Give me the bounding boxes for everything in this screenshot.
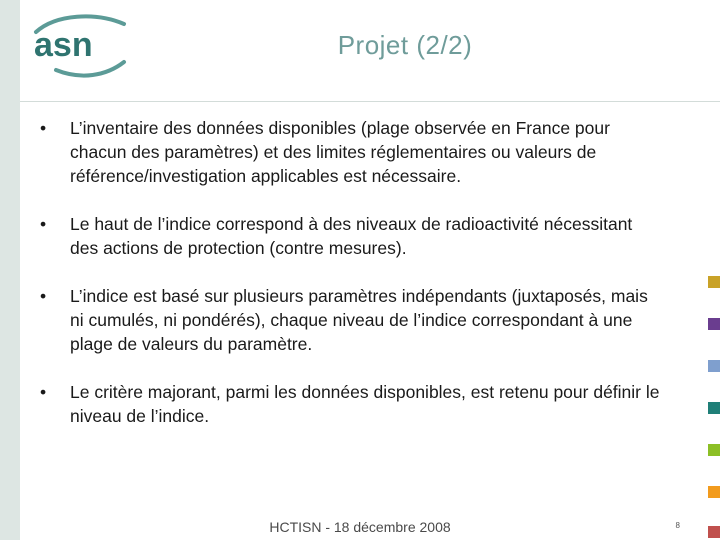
bullet-marker: • bbox=[40, 214, 47, 234]
color-square bbox=[708, 318, 720, 330]
bullet-marker: • bbox=[40, 382, 47, 402]
bullet-item bbox=[40, 212, 660, 260]
color-square bbox=[708, 360, 720, 372]
bullet-item bbox=[40, 284, 660, 356]
bullet-list bbox=[40, 116, 660, 452]
bullet-text: L’indice est basé sur plusieurs paramètres indépendants (juxtaposés, mais ni cumulés, ni pondérés), chaque niveau de l’indice correspondant à une plage de valeurs du paramètre. bbox=[70, 286, 648, 354]
color-square bbox=[708, 402, 720, 414]
bullet-marker: • bbox=[40, 118, 47, 138]
bullet-text: L’inventaire des données disponibles (plage observée en France pour chacun des paramètres) et des limites réglementaires ou valeurs de référence/investigation applicables est nécessaire. bbox=[70, 118, 610, 186]
left-stripe bbox=[0, 0, 20, 540]
page-title: Projet (2/2) bbox=[337, 30, 473, 60]
bullet-text: Le critère majorant, parmi les données disponibles, est retenu pour définir le niveau de l’indice. bbox=[70, 382, 660, 426]
bullet-item bbox=[40, 116, 660, 188]
page-number: 8 bbox=[675, 521, 680, 530]
color-square bbox=[708, 486, 720, 498]
bullet-item bbox=[40, 380, 660, 428]
bullet-text: Le haut de l’indice correspond à des niveaux de radioactivité nécessitant des actions de protection (contre mesures). bbox=[70, 214, 633, 258]
title-divider bbox=[20, 101, 720, 102]
color-square bbox=[708, 444, 720, 456]
logo-text: asn bbox=[34, 26, 93, 64]
footer-text: HCTISN - 18 décembre 2008 bbox=[269, 519, 451, 535]
bullet-marker: • bbox=[40, 286, 47, 306]
color-square bbox=[708, 276, 720, 288]
